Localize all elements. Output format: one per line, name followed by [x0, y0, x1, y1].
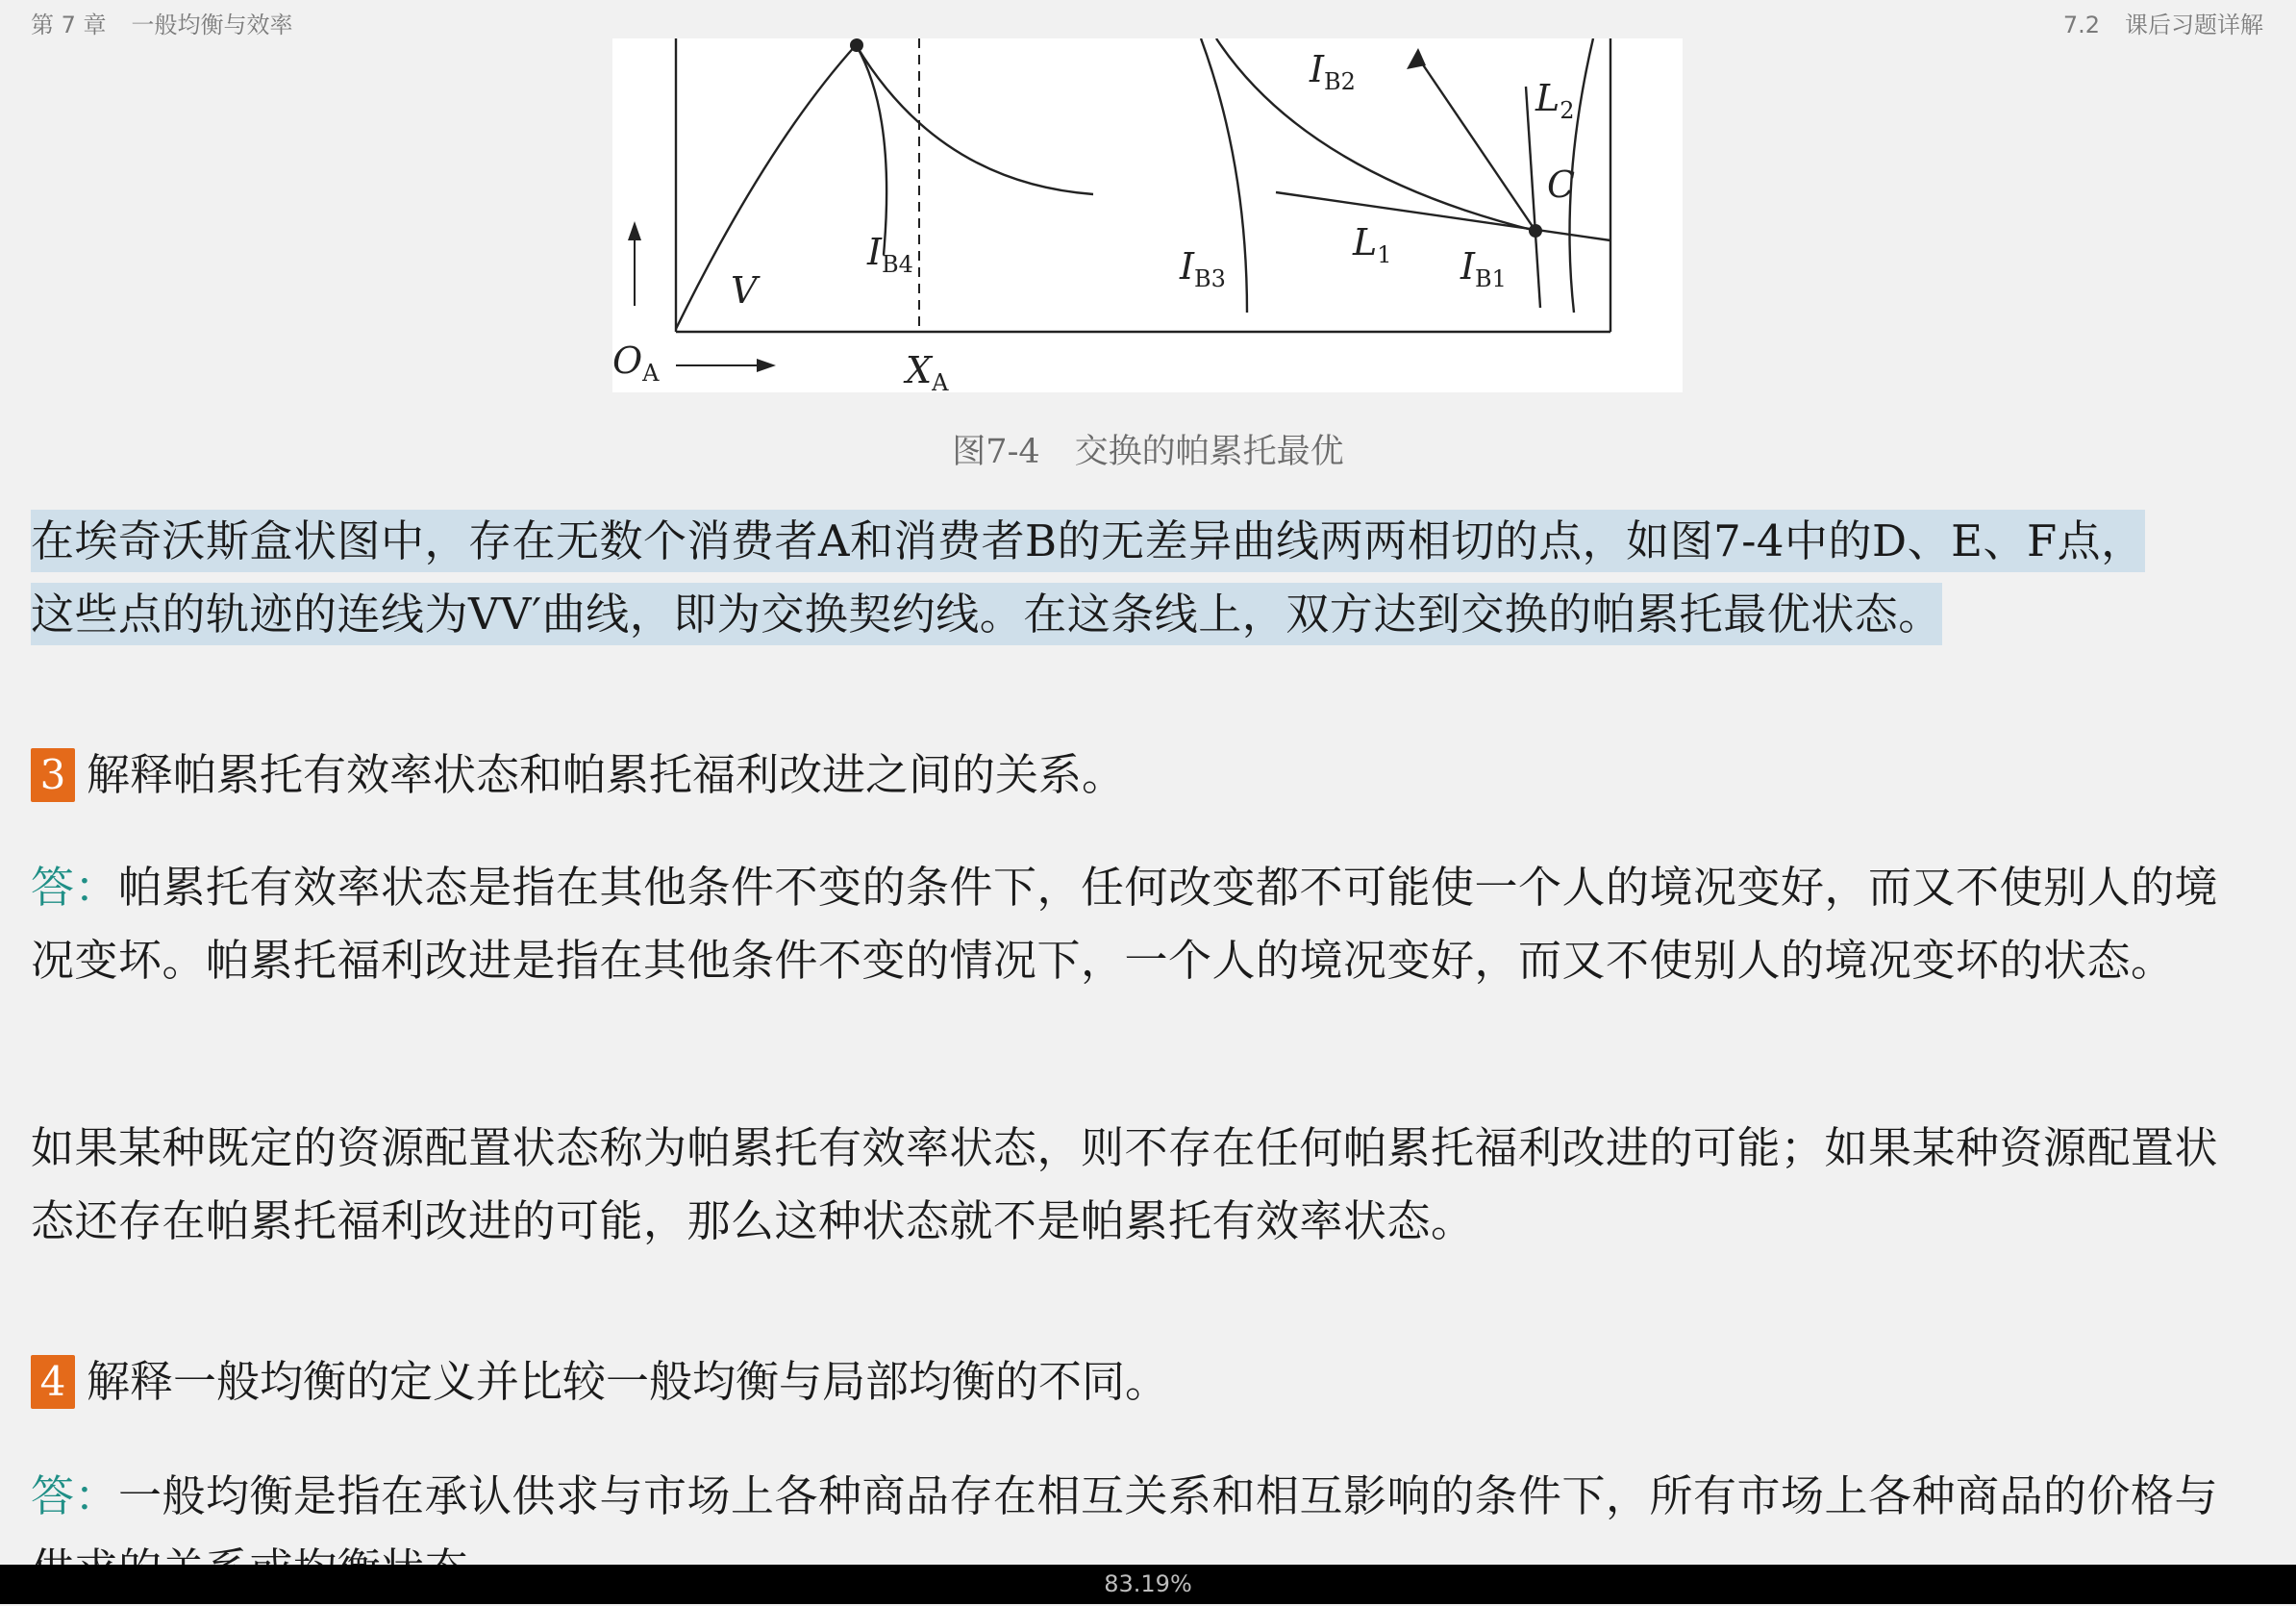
label-ib1: $I_{B1}$	[1460, 245, 1507, 292]
header-chapter	[31, 6, 293, 39]
axis-arrow-up	[628, 221, 641, 240]
highlight-line-1[interactable]: 在埃奇沃斯盒状图中，存在无数个消费者A和消费者B的无差异曲线两两相切的点，如图7-4中的D、E、F点，	[31, 510, 2145, 572]
figure-7-4	[612, 38, 1683, 392]
contract-curve-v	[676, 44, 857, 329]
point-c	[1529, 224, 1542, 238]
highlighted-paragraph[interactable]	[31, 505, 2261, 651]
point-top	[850, 38, 863, 52]
label-l1: $L_1$	[1353, 221, 1392, 268]
question-3	[31, 746, 1125, 804]
chapter-title: 一般均衡与效率	[131, 12, 293, 38]
label-ib3: $I_{B3}$	[1180, 245, 1226, 292]
section-number: 7.2	[2062, 12, 2100, 38]
reading-progress-bar	[0, 1565, 2296, 1604]
question-4-number-badge: 4	[31, 1355, 75, 1409]
edgeworth-box-diagram	[612, 38, 1683, 392]
caption-number: 图7-4	[952, 433, 1040, 471]
axis-arrow-right	[757, 359, 776, 372]
answer-3-paragraph-1	[31, 851, 2261, 997]
caption-title: 交换的帕累托最优	[1074, 433, 1344, 471]
label-c: C	[1547, 163, 1576, 206]
line-l2	[1526, 87, 1540, 308]
ib2-curve	[1216, 38, 1535, 231]
label-l2: $L_2$	[1535, 77, 1575, 124]
arrow-line	[1418, 58, 1535, 231]
question-3-number-badge: 3	[31, 748, 75, 802]
answer-3-paragraph-2	[31, 1112, 2261, 1258]
reading-progress-percent: 83.19%	[1104, 1570, 1192, 1597]
section-title: 课后习题详解	[2125, 12, 2263, 38]
chapter-number: 第 7 章	[31, 12, 107, 38]
indifference-curve-a	[857, 46, 1093, 194]
answer-3-label: 答：	[31, 862, 119, 913]
question-4	[31, 1353, 1168, 1411]
answer-3-text-1: 帕累托有效率状态是指在其他条件不变的条件下，任何改变都不可能使一个人的境况变好，而又不使别人的境况变坏。帕累托福利改进是指在其他条件不变的情况下，一个人的境况变好，而又不使别人的境况变坏的状态。	[31, 862, 2219, 986]
answer-4-text-1: 一般均衡是指在承认供求与市场上各种商品存在相互关系和相互影响的条件下，所有市场上各种商品的价格与	[118, 1470, 2219, 1521]
label-xa: $X_A$	[906, 349, 949, 392]
question-4-text: 解释一般均衡的定义并比较一般均衡与局部均衡的不同。	[87, 1356, 1169, 1407]
label-ib4: $I_{B4}$	[867, 231, 913, 278]
label-v: V	[731, 269, 758, 312]
label-oa: $O_A$	[612, 339, 660, 387]
ib4-curve	[857, 46, 886, 255]
running-header	[0, 0, 2296, 38]
answer-3-text-2: 如果某种既定的资源配置状态称为帕累托有效率状态，则不存在任何帕累托福利改进的可能；如果某种资源配置状态还存在帕累托福利改进的可能，那么这种状态就不是帕累托有效率状态。	[31, 1122, 2219, 1246]
label-ib2: $I_{B2}$	[1310, 48, 1356, 95]
figure-caption	[0, 425, 2296, 473]
highlight-line-2[interactable]: 这些点的轨迹的连线为VV′曲线，即为交换契约线。在这条线上，双方达到交换的帕累托最优状态。	[31, 583, 1942, 645]
header-section	[2063, 6, 2263, 39]
answer-4-label: 答：	[31, 1470, 119, 1521]
question-3-text: 解释帕累托有效率状态和帕累托福利改进之间的关系。	[87, 749, 1126, 800]
